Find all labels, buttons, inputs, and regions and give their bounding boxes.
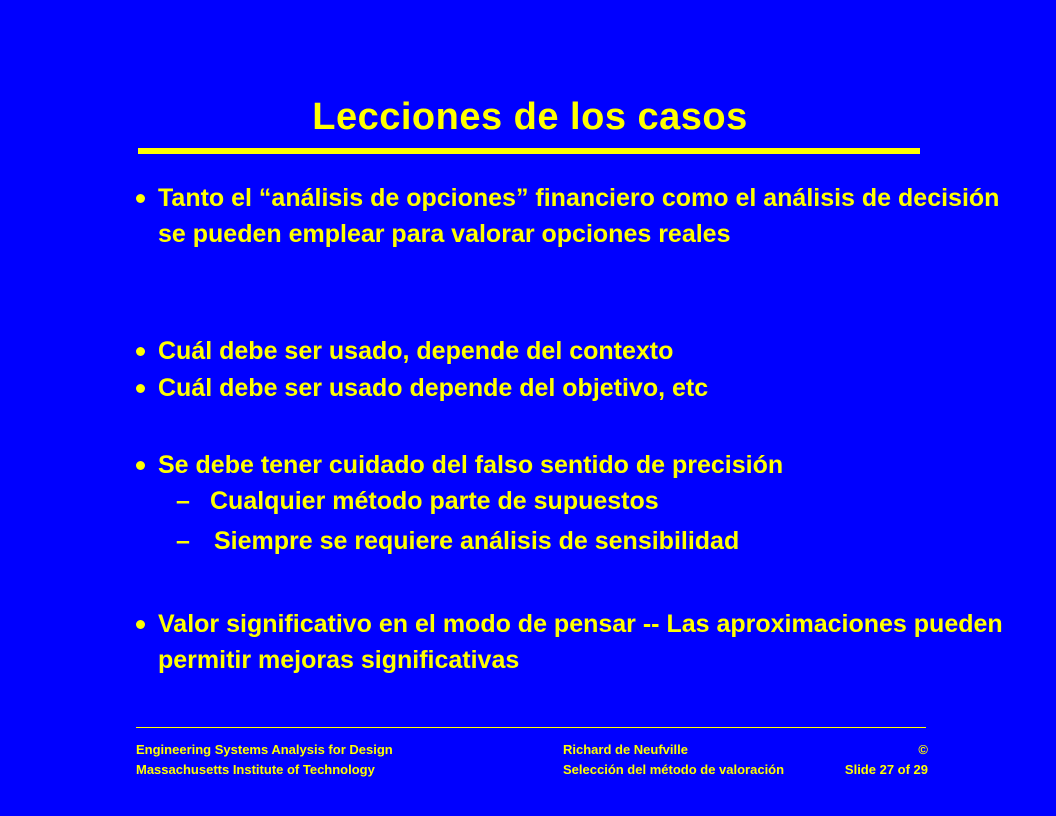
footer-author: Richard de Neufville bbox=[563, 742, 688, 757]
footer-right bbox=[563, 740, 928, 780]
sub-bullet-text: Cualquier método parte de supuestos bbox=[210, 487, 659, 515]
bullet-item bbox=[136, 606, 1016, 678]
bullet-text: Tanto el “análisis de opciones” financiero como el análisis de decisión se pueden emplear para valorar opciones reales bbox=[158, 184, 1000, 248]
footer-institution: Massachusetts Institute of Technology bbox=[136, 762, 375, 777]
bullet-item bbox=[136, 370, 1016, 406]
sub-bullet-item bbox=[176, 483, 1016, 519]
sub-bullet-dash: – bbox=[176, 527, 190, 555]
bullet-dot-icon bbox=[136, 620, 145, 629]
title-underline bbox=[138, 148, 920, 154]
footer-topic: Selección del método de valoración bbox=[563, 762, 785, 777]
footer-course: Engineering Systems Analysis for Design bbox=[136, 742, 393, 757]
footer-left bbox=[136, 740, 393, 780]
copyright-symbol: © bbox=[918, 742, 928, 757]
sub-bullet-item bbox=[176, 523, 1016, 559]
bullet-text: Valor significativo en el modo de pensar -- Las aproximaciones pueden permitir mejoras significativas bbox=[158, 610, 1003, 674]
bullet-dot-icon bbox=[136, 461, 145, 470]
bullet-item bbox=[136, 180, 1016, 252]
bullet-text: Cuál debe ser usado depende del objetivo, etc bbox=[158, 374, 709, 402]
bullet-item bbox=[136, 447, 1016, 483]
footer-divider bbox=[136, 727, 926, 728]
slide-title: Lecciones de los casos bbox=[312, 96, 748, 138]
bullet-dot-icon bbox=[136, 384, 145, 393]
sub-bullet-dash: – bbox=[176, 487, 190, 515]
bullet-text: Se debe tener cuidado del falso sentido de precisión bbox=[158, 451, 784, 479]
bullet-dot-icon bbox=[136, 194, 145, 203]
sub-bullet-text: Siempre se requiere análisis de sensibilidad bbox=[214, 527, 740, 555]
bullet-text: Cuál debe ser usado, depende del contexto bbox=[158, 337, 674, 365]
bullet-item bbox=[136, 333, 1016, 369]
bullet-dot-icon bbox=[136, 347, 145, 356]
slide-number: Slide 27 of 29 bbox=[844, 762, 928, 777]
